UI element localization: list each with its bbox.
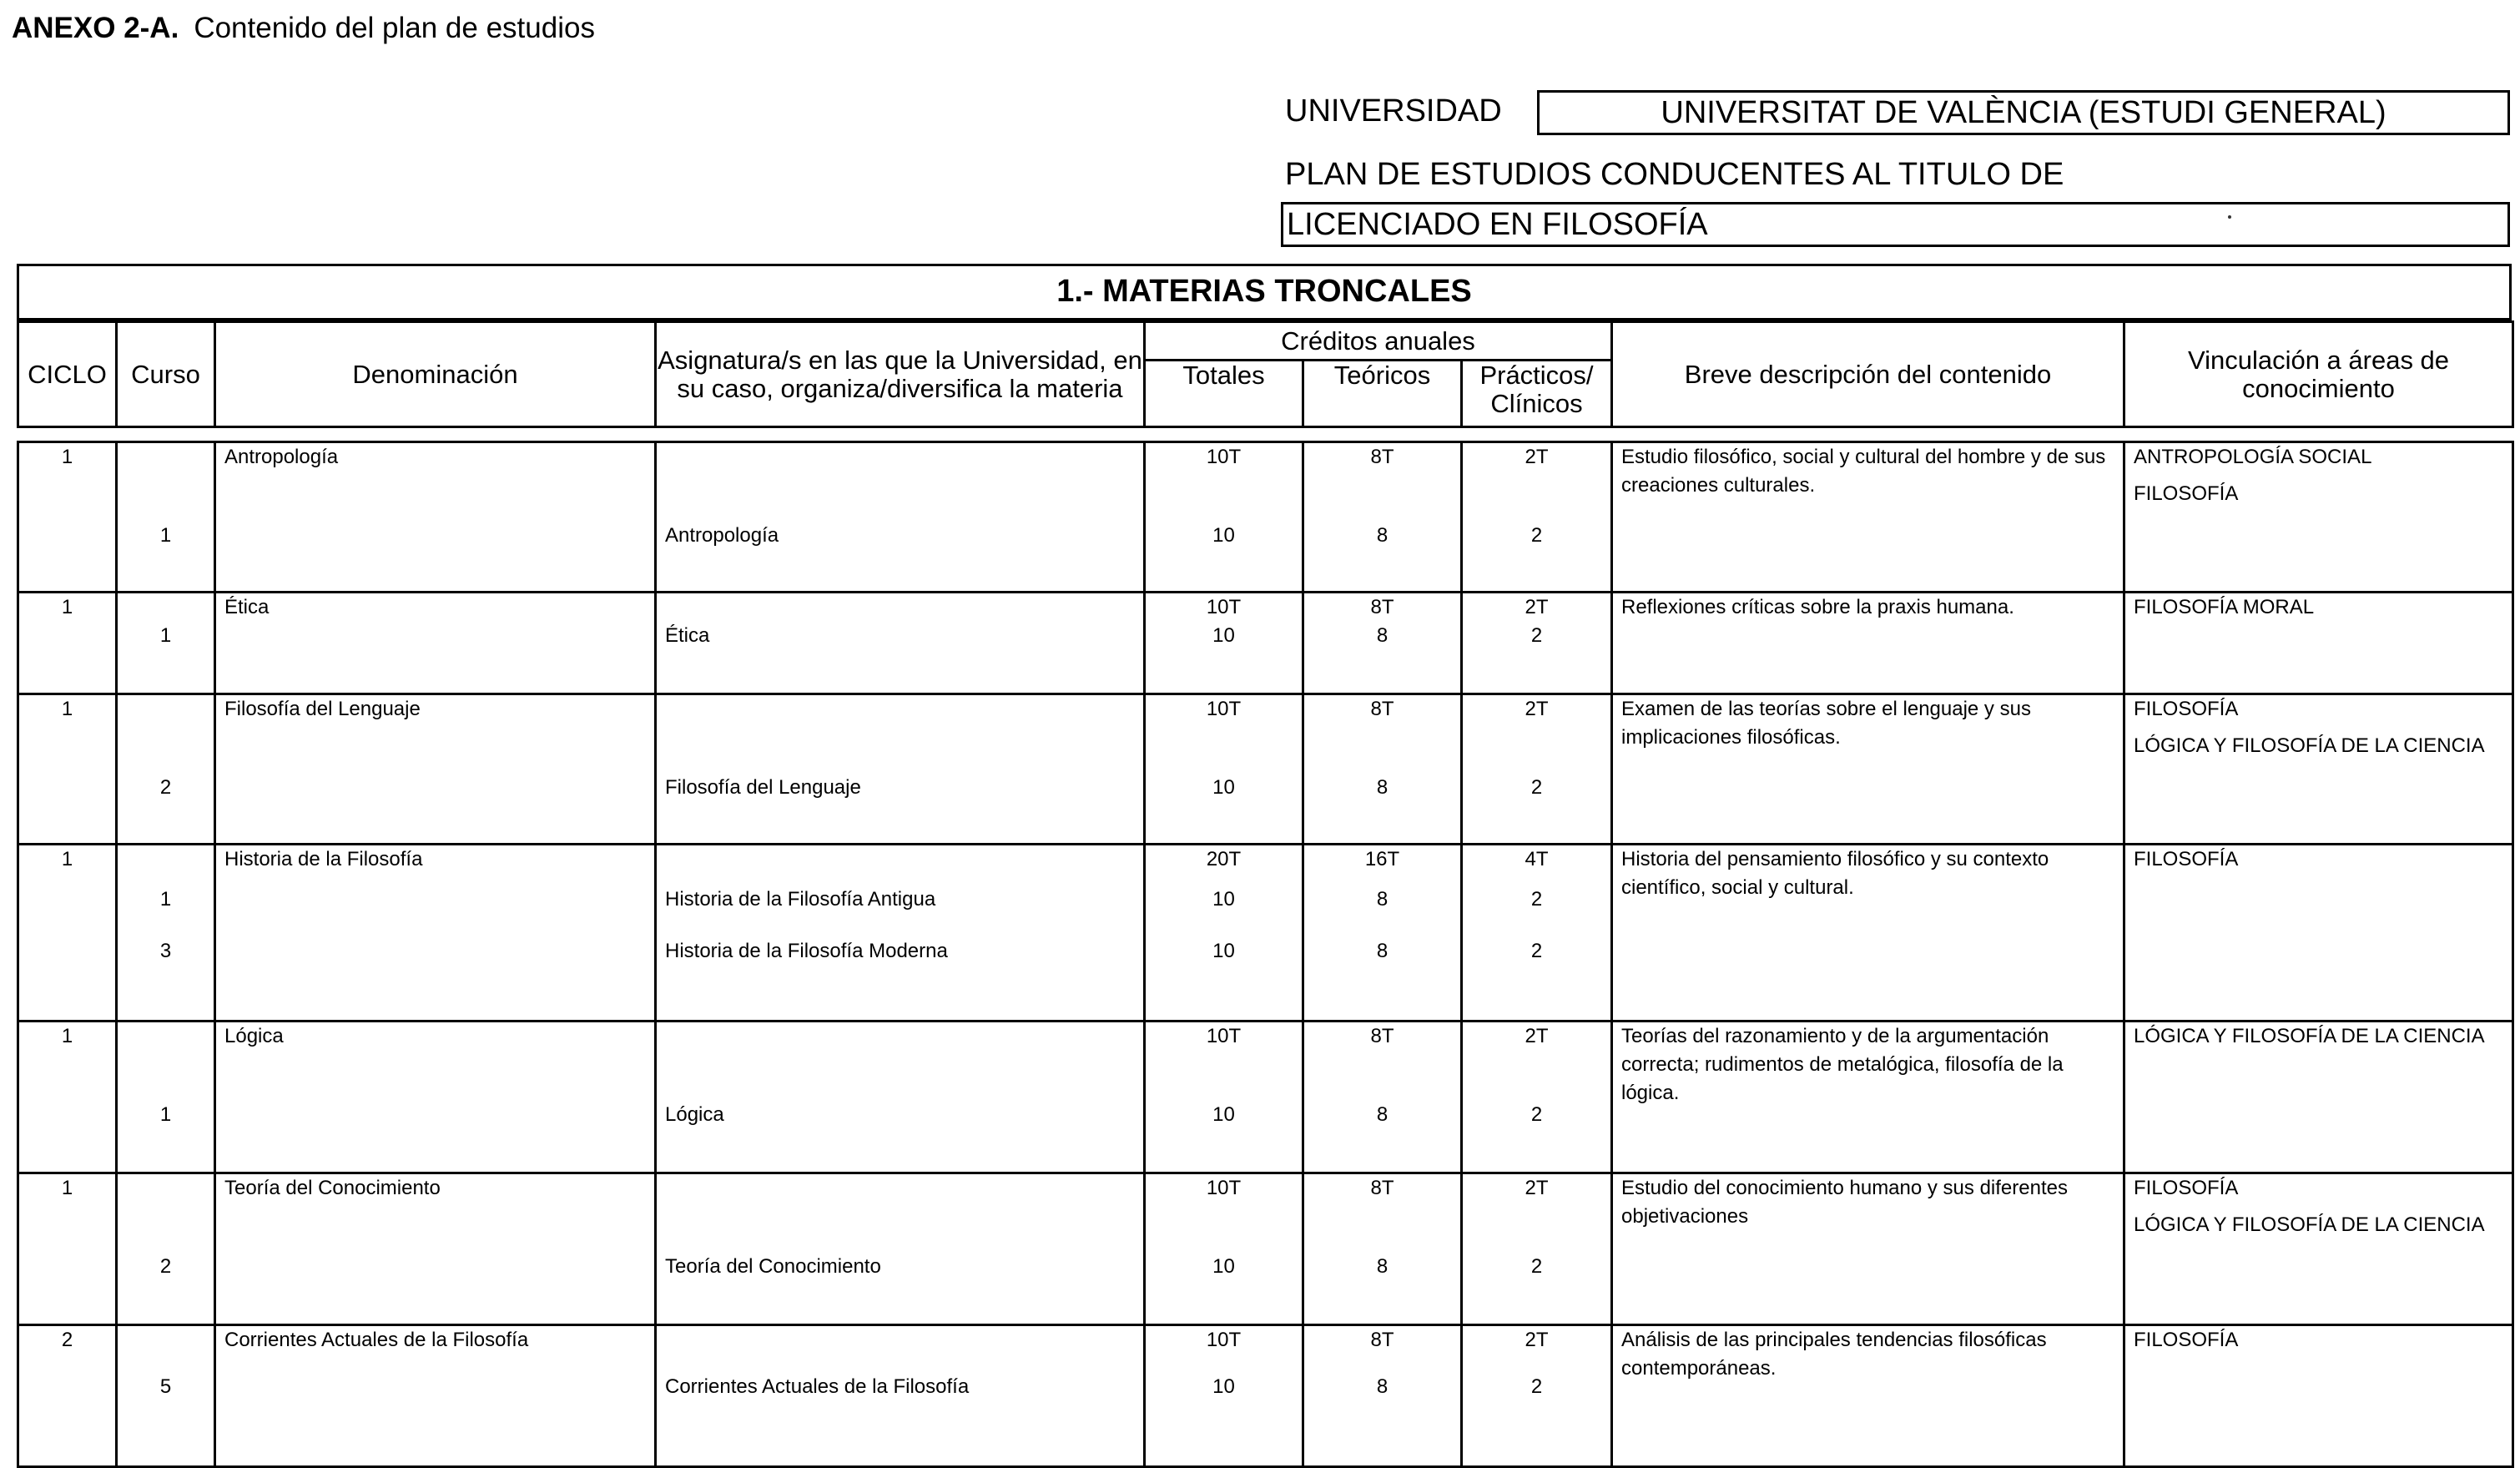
col-totales-header: Totales (1145, 361, 1303, 427)
cell-teoricos (1303, 593, 1462, 694)
cell-areas (2124, 442, 2513, 593)
col-ciclo-header: CICLO (18, 322, 117, 427)
cell-practicos (1462, 694, 1612, 845)
asignatura-totales: 10 (1212, 1255, 1235, 1278)
cell-ciclo (18, 845, 117, 1022)
asignatura-name: Lógica (665, 1103, 724, 1126)
asignatura-practicos: 2 (1530, 1375, 1543, 1398)
asignatura-empty (665, 1174, 1143, 1203)
asignatura-teoricos: 8 (1376, 1375, 1389, 1398)
cell-teoricos (1303, 1173, 1462, 1325)
asignatura-empty (665, 1326, 1143, 1354)
cell-curso (117, 442, 215, 593)
cell-areas (2124, 593, 2513, 694)
cell-asignaturas (656, 593, 1145, 694)
materia-row (18, 694, 2513, 845)
cell-denominacion (215, 1022, 656, 1173)
cell-asignaturas (656, 845, 1145, 1022)
cell-denominacion (215, 845, 656, 1022)
asignatura-totales: 10 (1212, 776, 1235, 799)
cell-practicos (1462, 1325, 1612, 1467)
curso-empty (118, 1326, 214, 1354)
area-item: LÓGICA Y FILOSOFÍA DE LA CIENCIA (2134, 1213, 2485, 1236)
materia-teoricos: 16T (1364, 848, 1400, 870)
asignatura-empty (665, 443, 1143, 472)
materia-row (18, 442, 2513, 593)
degree-field: LICENCIADO EN FILOSOFÍA (1281, 202, 2510, 247)
cell-descripcion (1612, 1173, 2124, 1325)
ciclo-value: 1 (61, 1177, 73, 1199)
cell-teoricos (1303, 1022, 1462, 1173)
asignatura-teoricos: 8 (1376, 888, 1389, 911)
asignatura-practicos: 2 (1530, 624, 1543, 647)
materia-practicos: 2T (1525, 1177, 1549, 1199)
materia-totales: 20T (1206, 848, 1242, 870)
cell-teoricos (1303, 1325, 1462, 1467)
cell-descripcion (1612, 593, 2124, 694)
cell-areas (2124, 845, 2513, 1022)
university-label: UNIVERSIDAD (1285, 93, 1502, 129)
section-title: 1.- MATERIAS TRONCALES (17, 264, 2512, 320)
materia-row (18, 593, 2513, 694)
cell-teoricos (1303, 845, 1462, 1022)
asignatura-teoricos: 8 (1376, 776, 1389, 799)
asignatura-name: Antropología (665, 524, 779, 547)
description-text: Historia del pensamiento filosófico y su contexto científico, social y cultural. (1621, 848, 2049, 899)
materia-totales: 10T (1206, 1329, 1242, 1351)
annex-code: ANEXO 2-A. (12, 12, 179, 44)
cell-descripcion (1612, 1022, 2124, 1173)
cell-totales (1145, 845, 1303, 1022)
description-text: Examen de las teorías sobre el lenguaje y sus implicaciones filosóficas. (1621, 698, 2031, 749)
asignatura-practicos: 2 (1530, 776, 1543, 799)
cell-descripcion (1612, 1325, 2124, 1467)
cell-asignaturas (656, 1325, 1145, 1467)
materia-teoricos: 8T (1370, 1329, 1394, 1351)
cell-descripcion (1612, 845, 2124, 1022)
col-teoricos-header: Teóricos (1303, 361, 1462, 427)
asignatura-practicos: 2 (1530, 524, 1543, 547)
asignatura-name: Corrientes Actuales de la Filosofía (665, 1375, 970, 1398)
curso-empty (118, 1022, 214, 1051)
area-item: LÓGICA Y FILOSOFÍA DE LA CIENCIA (2134, 734, 2485, 757)
cell-areas (2124, 1022, 2513, 1173)
materia-practicos: 2T (1525, 446, 1549, 468)
annex-heading (12, 12, 595, 45)
area-item: FILOSOFÍA (2134, 1177, 2239, 1199)
col-asignaturas-header: Asignatura/s en las que la Universidad, en su caso, organiza/diversifica la materia (656, 322, 1145, 427)
cell-practicos (1462, 845, 1612, 1022)
ciclo-value: 1 (61, 848, 73, 870)
asignatura-teoricos: 8 (1376, 1103, 1389, 1126)
asignatura-practicos: 2 (1530, 1103, 1543, 1126)
cell-totales (1145, 593, 1303, 694)
asignatura-empty (665, 593, 1143, 622)
cell-ciclo (18, 1173, 117, 1325)
asignatura-totales: 10 (1212, 624, 1235, 647)
materia-name: Filosofía del Lenguaje (224, 698, 421, 720)
materia-name: Corrientes Actuales de la Filosofía (224, 1329, 529, 1351)
materia-name: Ética (224, 596, 270, 618)
cell-areas (2124, 1173, 2513, 1325)
ciclo-value: 2 (61, 1329, 73, 1351)
cell-areas (2124, 694, 2513, 845)
ciclo-value: 1 (61, 1025, 73, 1047)
cell-teoricos (1303, 694, 1462, 845)
materia-totales: 10T (1206, 1177, 1242, 1199)
description-text: Análisis de las principales tendencias filosóficas contemporáneas. (1621, 1329, 2047, 1380)
asignatura-totales: 10 (1212, 524, 1235, 547)
asignatura-practicos: 2 (1530, 1255, 1543, 1278)
asignatura-curso: 1 (159, 1103, 172, 1126)
asignatura-name: Filosofía del Lenguaje (665, 776, 861, 799)
cell-totales (1145, 442, 1303, 593)
asignatura-practicos: 2 (1530, 888, 1543, 911)
ciclo-value: 1 (61, 596, 73, 618)
cell-curso (117, 593, 215, 694)
asignatura-teoricos: 8 (1376, 1255, 1389, 1278)
cell-denominacion (215, 1173, 656, 1325)
cell-curso (117, 1173, 215, 1325)
asignatura-empty (665, 695, 1143, 724)
materia-teoricos: 8T (1370, 698, 1394, 720)
materia-practicos: 2T (1525, 1329, 1549, 1351)
cell-curso (117, 845, 215, 1022)
materia-teoricos: 8T (1370, 446, 1394, 468)
materia-row (18, 1173, 2513, 1325)
asignatura-curso: 1 (159, 624, 172, 647)
cell-practicos (1462, 1173, 1612, 1325)
materia-teoricos: 8T (1370, 596, 1394, 618)
col-creditos-header: Créditos anuales (1145, 322, 1612, 361)
cell-practicos (1462, 593, 1612, 694)
materia-practicos: 2T (1525, 596, 1549, 618)
curso-empty (118, 593, 214, 622)
cell-ciclo (18, 1022, 117, 1173)
asignatura-curso: 3 (159, 940, 172, 962)
description-text: Teorías del razonamiento y de la argumentación correcta; rudimentos de metalógica, filosofía de la lógica. (1621, 1025, 2064, 1104)
description-text: Estudio del conocimiento humano y sus diferentes objetivaciones (1621, 1177, 2068, 1228)
col-practicos-header: Prácticos/ Clínicos (1462, 361, 1612, 427)
asignatura-name: Ética (665, 624, 710, 647)
area-item: LÓGICA Y FILOSOFÍA DE LA CIENCIA (2134, 1025, 2485, 1047)
asignatura-curso: 2 (159, 1255, 172, 1278)
asignatura-totales: 10 (1212, 940, 1235, 962)
plan-label: PLAN DE ESTUDIOS CONDUCENTES AL TITULO DE (1285, 157, 2064, 192)
area-item: FILOSOFÍA (2134, 482, 2239, 505)
cell-areas (2124, 1325, 2513, 1467)
asignatura-teoricos: 8 (1376, 624, 1389, 647)
asignatura-empty (665, 845, 1143, 874)
asignatura-name: Historia de la Filosofía Antigua (665, 888, 936, 911)
cell-descripcion (1612, 694, 2124, 845)
ciclo-value: 1 (61, 698, 73, 720)
materia-practicos: 4T (1525, 848, 1549, 870)
col-descripcion-header: Breve descripción del contenido (1612, 322, 2124, 427)
area-item: FILOSOFÍA MORAL (2134, 596, 2315, 618)
description-text: Estudio filosófico, social y cultural del hombre y de sus creaciones culturales. (1621, 446, 2106, 497)
area-item: ANTROPOLOGÍA SOCIAL (2134, 446, 2372, 468)
col-curso-header: Curso (117, 322, 215, 427)
cell-ciclo (18, 593, 117, 694)
asignatura-name: Historia de la Filosofía Moderna (665, 940, 948, 962)
cell-totales (1145, 1022, 1303, 1173)
cell-denominacion (215, 593, 656, 694)
asignatura-name: Teoría del Conocimiento (665, 1255, 881, 1278)
area-item: FILOSOFÍA (2134, 698, 2239, 720)
materias-table (17, 441, 2514, 1468)
asignatura-teoricos: 8 (1376, 940, 1389, 962)
materia-name: Teoría del Conocimiento (224, 1177, 441, 1199)
cell-curso (117, 1022, 215, 1173)
cell-denominacion (215, 442, 656, 593)
cell-asignaturas (656, 1022, 1145, 1173)
materia-row (18, 1325, 2513, 1467)
cell-totales (1145, 694, 1303, 845)
cell-denominacion (215, 1325, 656, 1467)
cell-asignaturas (656, 442, 1145, 593)
cell-denominacion (215, 694, 656, 845)
curso-empty (118, 695, 214, 724)
cell-ciclo (18, 1325, 117, 1467)
materia-teoricos: 8T (1370, 1177, 1394, 1199)
cell-totales (1145, 1173, 1303, 1325)
cell-curso (117, 1325, 215, 1467)
materia-row (18, 1022, 2513, 1173)
column-header-table (17, 320, 2514, 428)
annex-title: Contenido del plan de estudios (194, 12, 595, 44)
asignatura-teoricos: 8 (1376, 524, 1389, 547)
col-vinculacion-header: Vinculación a áreas de conocimiento (2124, 322, 2513, 427)
materia-totales: 10T (1206, 1025, 1242, 1047)
curso-empty (118, 845, 214, 874)
cell-descripcion (1612, 442, 2124, 593)
cell-totales (1145, 1325, 1303, 1467)
materia-teoricos: 8T (1370, 1025, 1394, 1047)
cell-asignaturas (656, 694, 1145, 845)
cell-curso (117, 694, 215, 845)
cell-practicos (1462, 442, 1612, 593)
col-denominacion-header: Denominación (215, 322, 656, 427)
materia-name: Lógica (224, 1025, 284, 1047)
asignatura-practicos: 2 (1530, 940, 1543, 962)
materia-row (18, 845, 2513, 1022)
asignatura-curso: 1 (159, 888, 172, 911)
description-text: Reflexiones críticas sobre la praxis humana. (1621, 596, 2014, 618)
cell-asignaturas (656, 1173, 1145, 1325)
university-name-field: UNIVERSITAT DE VALÈNCIA (ESTUDI GENERAL) (1537, 90, 2510, 135)
cell-practicos (1462, 1022, 1612, 1173)
area-item: FILOSOFÍA (2134, 1329, 2239, 1351)
asignatura-curso: 5 (159, 1375, 172, 1398)
cell-ciclo (18, 694, 117, 845)
cell-teoricos (1303, 442, 1462, 593)
cell-ciclo (18, 442, 117, 593)
asignatura-curso: 2 (159, 776, 172, 799)
asignatura-totales: 10 (1212, 1375, 1235, 1398)
asignatura-curso: 1 (159, 524, 172, 547)
materia-totales: 10T (1206, 596, 1242, 618)
materia-practicos: 2T (1525, 698, 1549, 720)
asignatura-totales: 10 (1212, 1103, 1235, 1126)
curso-empty (118, 443, 214, 472)
materia-practicos: 2T (1525, 1025, 1549, 1047)
materia-totales: 10T (1206, 446, 1242, 468)
materia-name: Antropología (224, 446, 339, 468)
materia-name: Historia de la Filosofía (224, 848, 423, 870)
scan-speck (2228, 215, 2231, 219)
curso-empty (118, 1174, 214, 1203)
materia-totales: 10T (1206, 698, 1242, 720)
area-item: FILOSOFÍA (2134, 848, 2239, 870)
ciclo-value: 1 (61, 446, 73, 468)
asignatura-totales: 10 (1212, 888, 1235, 911)
asignatura-empty (665, 1022, 1143, 1051)
